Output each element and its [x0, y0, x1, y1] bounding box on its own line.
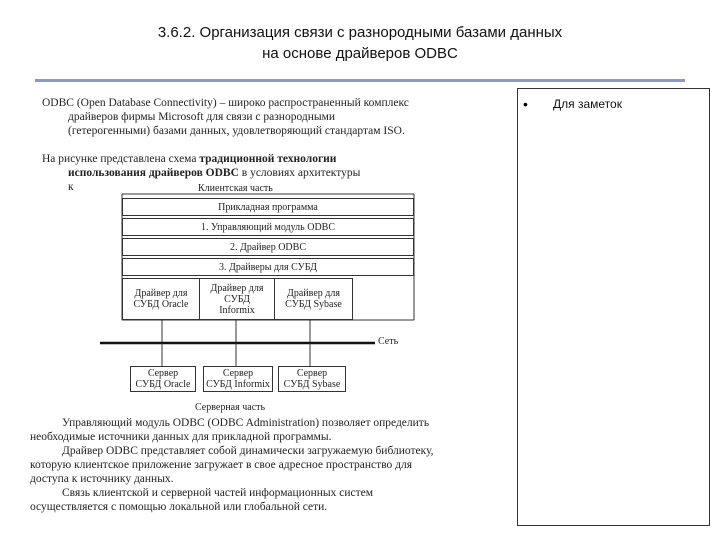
body-text [30, 416, 500, 514]
title-line-1: 3.6.2. Организация связи с разнородными базами данных [157, 24, 563, 41]
driver-informix-line2: СУБД [224, 293, 250, 305]
server-oracle-box [130, 366, 196, 392]
client-part-label: Клиентская часть [198, 183, 273, 194]
body-line-3: Драйвер ODBC представляет собой динамически загружаемую библиотеку, [62, 445, 434, 457]
slide-title [60, 22, 660, 64]
intro-paragraph-1 [42, 96, 502, 138]
intro-p1-line1: ODBC (Open Database Connectivity) – широко распространенный комплекс [42, 97, 409, 109]
notes-box[interactable] [517, 88, 710, 526]
server-informix-box [203, 366, 273, 392]
body-line-6: Связь клиентской и серверной частей информационных систем [62, 487, 373, 499]
title-line-2: на основе драйверов ODBC [262, 45, 458, 62]
intro-p2-bold1: традиционной технологии [199, 153, 337, 165]
server-oracle-line1: Сервер [147, 368, 179, 379]
intro-p2-tail: в условиях архитектуры [238, 167, 361, 179]
driver-sybase-line1: Драйвер для [287, 288, 340, 299]
odbc-driver-row: 2. Драйвер ODBC [122, 238, 414, 256]
dbms-drivers-row: 3. Драйверы для СУБД [122, 258, 414, 276]
server-sybase-box [278, 366, 346, 392]
driver-oracle-box [122, 278, 200, 320]
intro-p2-line3: к [68, 181, 74, 193]
body-line-2: необходимые источники данных для прикладной программы. [30, 431, 332, 443]
app-row: Прикладная программа [122, 198, 414, 216]
notes-label: Для заметок [553, 97, 622, 111]
driver-informix-line1: Драйвер для [210, 282, 264, 294]
network-label: Сеть [378, 336, 399, 347]
intro-p1-line2: драйверов фирмы Microsoft для связи с разнородными [68, 111, 336, 123]
body-line-1: Управляющий модуль ODBC (ODBC Administration) позволяет определить [62, 417, 430, 429]
body-line-7: осуществляется с помощью локальной или глобальной сети. [30, 501, 328, 513]
server-informix-line2: СУБД Informix [206, 379, 270, 390]
title-divider [35, 79, 685, 82]
driver-sybase-box [274, 278, 353, 320]
odbc-module-row: 1. Управляющий модуль ODBC [122, 218, 414, 236]
body-line-5: доступа к источнику данных. [30, 473, 174, 485]
server-informix-line1: Сервер [222, 368, 254, 379]
body-line-4: которую клиентское приложение загружает в свое адресное пространство для [30, 459, 413, 471]
odbc-architecture-diagram [70, 180, 430, 420]
driver-informix-line3: Informix [219, 304, 255, 316]
intro-p1-line3: (гетерогенными) базами данных, удовлетворяющий стандартам ISO. [68, 125, 405, 137]
driver-oracle-line1: Драйвер для [134, 288, 188, 299]
server-sybase-line1: Сервер [296, 368, 328, 379]
intro-p2-line2 [42, 166, 502, 180]
notes-bullet: • [523, 96, 528, 112]
driver-sybase-line2: СУБД Sybase [285, 299, 342, 310]
intro-p2-lead: На рисунке представлена схема [42, 153, 200, 165]
server-oracle-line2: СУБД Oracle [135, 379, 191, 390]
server-sybase-line2: СУБД Sybase [283, 379, 341, 390]
server-part-label: Серверная часть [195, 402, 266, 413]
driver-oracle-line2: СУБД Oracle [133, 299, 189, 310]
driver-informix-box [199, 278, 275, 320]
intro-p2-bold2: использования драйверов ODBC [68, 167, 239, 179]
